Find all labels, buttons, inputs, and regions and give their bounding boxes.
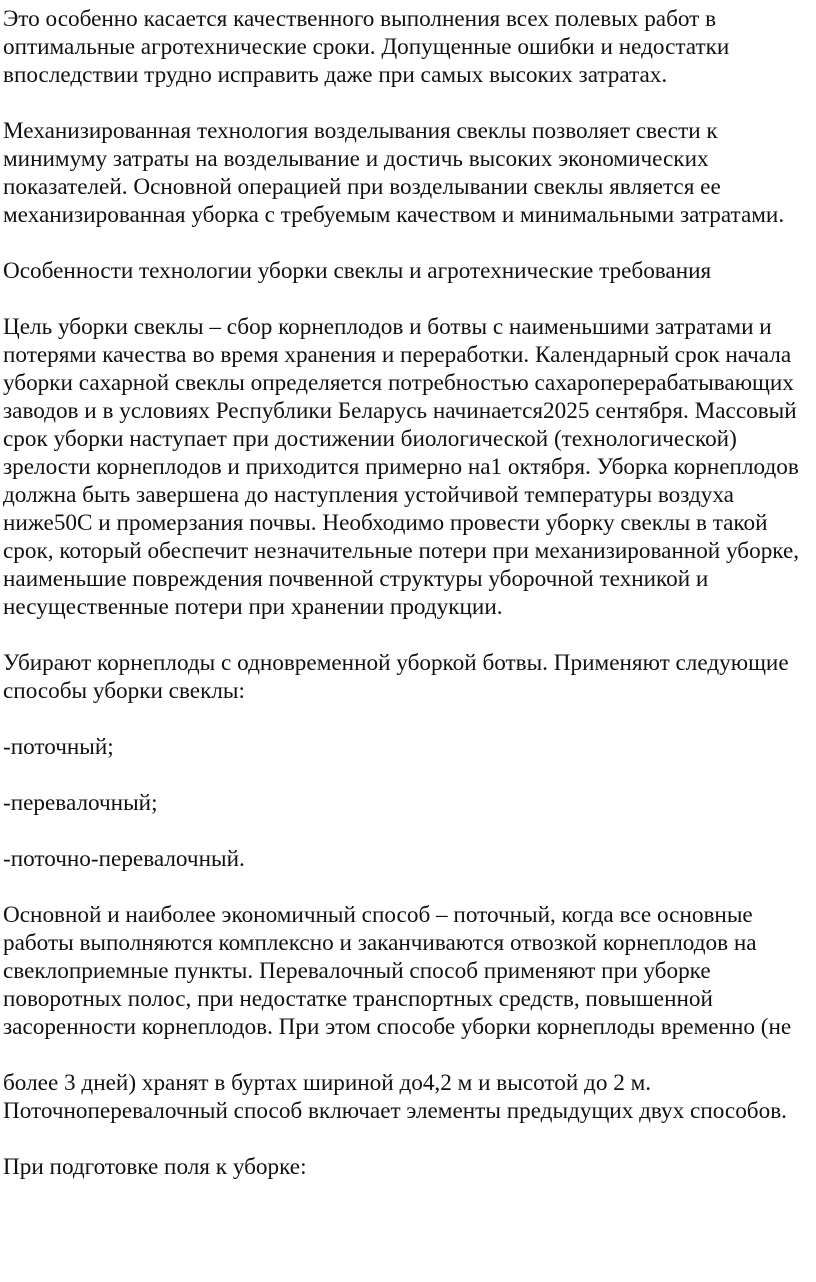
section-heading: Особенности технологии уборки свеклы и агротехнические требования (3, 258, 712, 284)
paragraph-field-preparation: При подготовке поля к уборке: (3, 1154, 307, 1180)
paragraph-harvest-methods: Убирают корнеплоды с одновременной уборкой ботвы. Применяют следующие способы уборки свеклы: (3, 650, 789, 704)
paragraph-intro: Это особенно касается качественного выполнения всех полевых работ в оптимальные агротехнические сроки. Допущенные ошибки и недостатки впоследствии трудно исправить даже при самых высоких затратах. (3, 6, 730, 88)
paragraph-main-method: Основной и наиболее экономичный способ – поточный, когда все основные работы выполняются комплексно и заканчиваются отвозкой корнеплодов на свеклоприемные пункты. Перевалочный способ применяют при уборке поворотных полос, при недостатке транспортных средств, повышенной засоренности корнеплодов. При этом способе уборки корнеплоды временно (не (3, 902, 792, 1040)
paragraph-mechanized-technology: Механизированная технология возделывания свеклы позволяет свести к минимуму затраты на возделывание и достичь высоких экономических показателей. Основной операцией при возделывании свеклы является ее механизированная уборка с требуемым качеством и минимальными затратами. (3, 118, 785, 228)
list-item-transfer: -перевалочный; (3, 790, 158, 816)
list-item-flow: -поточный; (3, 734, 114, 760)
list-item-flow-transfer: -поточно-перевалочный. (3, 846, 245, 872)
paragraph-harvest-goal: Цель уборки свеклы – сбор корнеплодов и ботвы с наименьшими затратами и потерями качества во время хранения и переработки. Календарный срок начала уборки сахарной свеклы определяется потребностью сахароперерабатывающих заводов и в условиях Республики Беларусь начинается2025 сентября. Массовый срок уборки наступает при достижении биологической (технологической) зрелости корнеплодов и приходится примерно на1 октября. Уборка корнеплодов должна быть завершена до наступления устойчивой температуры воздуха ниже50С и промерзания почвы. Необходимо провести уборку свеклы в такой срок, который обеспечит незначительные потери при механизированной уборке, наименьшие повреждения почвенной структуры уборочной техникой и несущественные потери при хранении продукции. (3, 314, 800, 620)
paragraph-storage: более 3 дней) хранят в буртах шириной до4,2 м и высотой до 2 м. Поточноперевалочный способ включает элементы предыдущих двух способов. (3, 1070, 787, 1124)
